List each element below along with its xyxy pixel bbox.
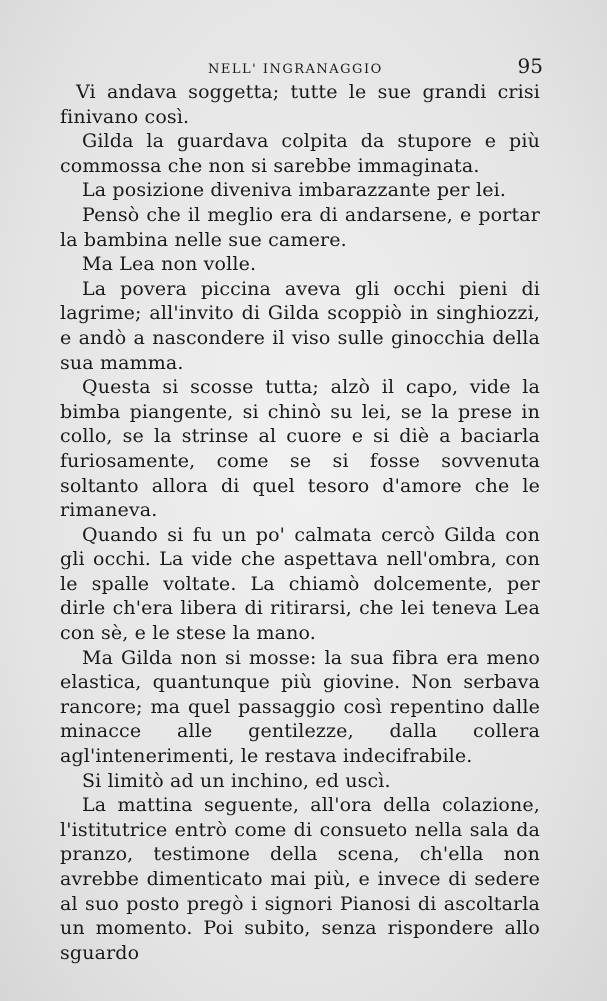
paragraph: Pensò che il meglio era di andarsene, e portar la bambina nelle sue camere. xyxy=(60,203,540,251)
paragraph: Si limitò ad un inchino, ed uscì. xyxy=(82,769,391,792)
paragraph: La posizione diveniva imbarazzante per lei. xyxy=(82,179,507,202)
paragraph: Ma Gilda non si mosse: la sua fibra era meno elastica, quantunque più giovine. Non serbava rancore; ma quel passaggio così repentino dalle minacce alle gentilezze, dalla collera agl'intenerimenti, le restava indecifrabile. xyxy=(60,646,540,768)
paragraph: Questa si scosse tutta; alzò il capo, vide la bimba piangente, si chinò su lei, se la prese in collo, se la strinse al cuore e si diè a baciarla furiosamente, come se si fosse sovvenuta soltanto allora di quel tesoro d'amore che le rimaneva. xyxy=(60,376,540,522)
paragraph: Vi andava soggetta; tutte le sue grandi crisi finivano così. xyxy=(60,81,540,128)
paragraph: Ma Lea non volle. xyxy=(82,253,257,276)
running-title: NELL' INGRANAGGIO xyxy=(208,62,383,77)
paragraph: La mattina seguente, all'ora della colazione, l'istitutrice entrò come di consueto nella sala da pranzo, testimone della scena, ch'ella non avrebbe dimenticato mai più, e invece di sedere al suo posto pregò i signori Pianosi di ascoltarla un momento. Poi subito, senza rispondere allo sguardo xyxy=(60,794,540,964)
paragraph: La povera piccina aveva gli occhi pieni di lagrime; all'invito di Gilda scoppiò in singhiozzi, e andò a nascondere il viso sulle ginocchia della sua mamma. xyxy=(60,277,540,374)
body-text xyxy=(60,80,540,965)
page-number: 95 xyxy=(517,54,543,78)
paragraph: Gilda la guardava colpita da stupore e più commossa che non si sarebbe immaginata. xyxy=(60,130,540,177)
paragraph: Quando si fu un po' calmata cercò Gilda con gli occhi. La vide che aspettava nell'ombra, con le spalle voltate. La chiamò dolcemente, per dirle ch'era libera di ritirarsi, che lei teneva Lea con sè, e le stese la mano. xyxy=(60,523,540,645)
